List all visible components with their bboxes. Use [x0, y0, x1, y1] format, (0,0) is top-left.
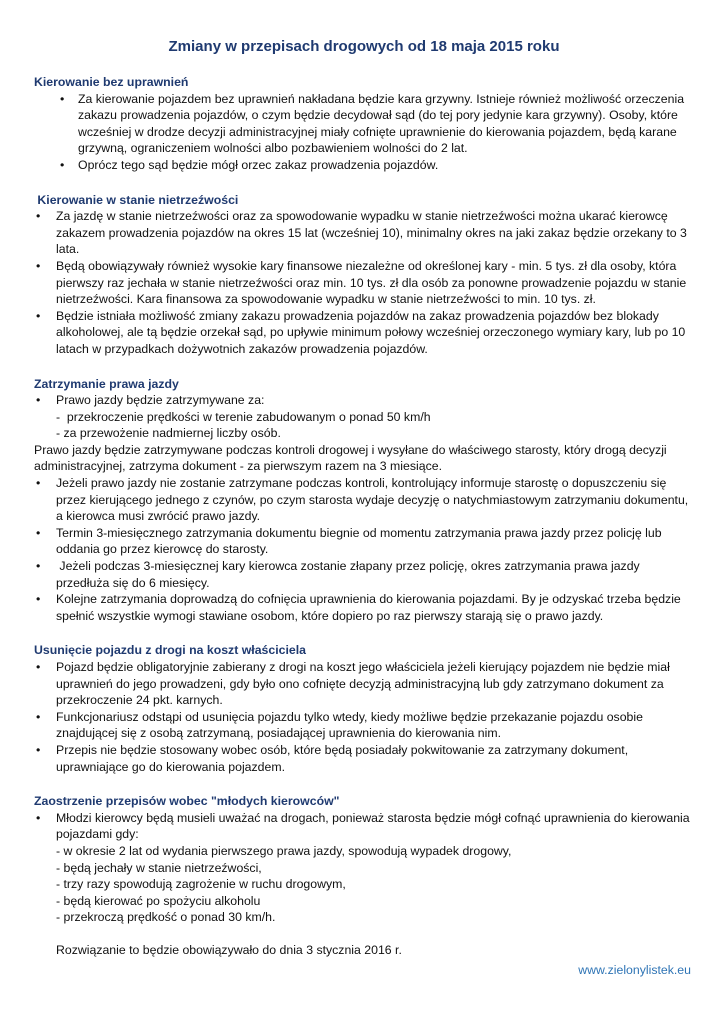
list-item: • Jeżeli podczas 3-miesięcznej kary kierowca zostanie złapany przez policję, okres zatrzymania prawa jazdy przedłuża się do 6 miesięcy.: [34, 558, 694, 591]
section-license-suspension: [34, 376, 694, 625]
list-item: • Termin 3-miesięcznego zatrzymania dokumentu biegnie od momentu zatrzymania prawa jazdy przez policję lub oddania go przez kierowcę do starosty.: [34, 525, 694, 558]
bullet-list: [34, 392, 694, 442]
bullet-list: [34, 475, 694, 624]
list-item: • Będą obowiązywały również wysokie kary finansowe niezależne od określonej kary - min. 5 tys. zł dla osoby, która pierwszy raz jechała w stanie nietrzeźwości oraz min. 10 tys. zł dla osób za ponowne prowadzenie pojazdu w stanie nietrzeźwości. Kara finansowa za spowodowanie wypadku w stanie nietrzeźwości to min. 10 tys. zł.: [34, 258, 694, 308]
list-item: [34, 392, 694, 442]
list-item: • Funkcjonariusz odstąpi od usunięcia pojazdu tylko wtedy, kiedy możliwe będzie przekazanie pojazdu osobie znajdującej się z osobą zatrzymaną, posiadającej uprawnienia do kierowania nim.: [34, 709, 694, 742]
list-item: • Jeżeli prawo jazdy nie zostanie zatrzymane podczas kontroli, kontrolujący informuje starostę o dopuszczeniu się przez kierującego jednego z czynów, po czym starosta wydaje decyzję o natychmiastowym zatrzymaniu dokumentu, a kierowca musi zwrócić prawo jazdy.: [34, 475, 694, 525]
list-item: • Pojazd będzie obligatoryjnie zabierany z drogi na koszt jego właściciela jeżeli kierujący pojazdem nie będzie miał uprawnień do jego prowadzeni, gdy było ono cofnięte decyzją administracyjną lub gdy zatrzymano dokument za przekroczenie 24 pkt. karnych.: [34, 659, 694, 709]
section-heading: Zaostrzenie przepisów wobec "młodych kierowców": [34, 794, 340, 809]
bullet-list: [34, 810, 694, 959]
list-item: • Za jazdę w stanie nietrzeźwości oraz za spowodowanie wypadku w stanie nietrzeźwości można ukarać kierowcę zakazem prowadzenia pojazdów na okres 15 lat (wcześniej 10), minimalny okres na jaki zakaz będzie orzekany to 3 lata.: [34, 208, 694, 258]
closing-note: Rozwiązanie to będzie obowiązywało do dnia 3 stycznia 2016 r.: [56, 942, 402, 957]
sub-line: - za przewożenie nadmiernej liczby osób.: [56, 426, 281, 441]
sub-line: - przekroczą prędkość o ponad 30 km/h.: [56, 910, 276, 925]
sub-line: - trzy razy spowodują zagrożenie w ruchu drogowym,: [56, 877, 346, 892]
list-item: • Oprócz tego sąd będzie mógł orzec zakaz prowadzenia pojazdów.: [34, 157, 694, 174]
paragraph: Prawo jazdy będzie zatrzymywane podczas kontroli drogowej i wysyłane do właściwego starosty, który drogą decyzji administracyjnej, zatrzyma dokument - za pierwszym razem na 3 miesiące.: [34, 442, 667, 474]
list-item: • Będzie istniała możliwość zmiany zakazu prowadzenia pojazdów na zakaz prowadzenia pojazdów bez blokady alkoholowej, ale tą będzie orzekał sąd, po upływie minimum połowy wcześniej orzeczonego wymiary kary, lub po 10 latach w przypadkach dożywotnich zakazów prowadzenia pojazdów.: [34, 308, 694, 358]
document-page: [34, 38, 694, 977]
sub-line: - w okresie 2 lat od wydania pierwszego prawa jazdy, spowodują wypadek drogowy,: [56, 843, 512, 858]
bullet-list: [34, 659, 694, 775]
section-young-drivers: [34, 793, 694, 958]
footer-url-link[interactable]: www.zielonylistek.eu: [578, 963, 691, 977]
list-item: • Za kierowanie pojazdem bez uprawnień nakładana będzie kara grzywny. Istnieje również możliwość orzeczenia zakazu prowadzenia pojazdów, o czym będzie decydował sąd (do tej pory jedynie kara grzywny). Osoby, które wcześniej w drodze decyzji administracyjnej miały cofnięte uprawnienie do kierowania pojazdem, będą karane grzywną, ograniczeniem wolności albo pozbawieniem wolności do 2 lat.: [34, 91, 694, 157]
list-item-text: Młodzi kierowcy będą musieli uważać na drogach, ponieważ starosta będzie mógł cofnąć uprawnienia do kierowania pojazdami gdy:: [56, 810, 690, 842]
sub-line: - będą kierować po spożyciu alkoholu: [56, 893, 261, 908]
section-heading: Zatrzymanie prawa jazdy: [34, 376, 179, 391]
list-item: • Przepis nie będzie stosowany wobec osób, które będą posiadały pokwitowanie za zatrzymany dokument, uprawniające go do kierowania pojazdem.: [34, 742, 694, 775]
bullet-list: [34, 91, 694, 174]
list-item: [34, 810, 694, 959]
section-heading: Kierowanie bez uprawnień: [34, 75, 189, 89]
page-title: Zmiany w przepisach drogowych od 18 maja 2015 roku: [168, 38, 560, 55]
bullet-list: [34, 208, 694, 357]
section-vehicle-removal: [34, 642, 694, 775]
sub-line: - przekroczenie prędkości w terenie zabudowanym o ponad 50 km/h: [56, 409, 431, 424]
section-heading: Usunięcie pojazdu z drogi na koszt właściciela: [34, 643, 306, 658]
section-no-license: [34, 74, 694, 174]
spacer: [56, 926, 694, 942]
list-item: • Kolejne zatrzymania doprowadzą do cofnięcia uprawnienia do kierowania pojazdami. By je odzyskać trzeba będzie spełnić wszystkie wymogi stawiane osobom, które dopiero po raz pierwszy starają się o prawo jazdy.: [34, 591, 694, 624]
sub-line: - będą jechały w stanie nietrzeźwości,: [56, 860, 262, 875]
section-drunk-driving: [34, 192, 694, 358]
section-heading: Kierowanie w stanie nietrzeźwości: [34, 192, 239, 207]
list-item-text: Prawo jazdy będzie zatrzymywane za:: [56, 393, 265, 408]
